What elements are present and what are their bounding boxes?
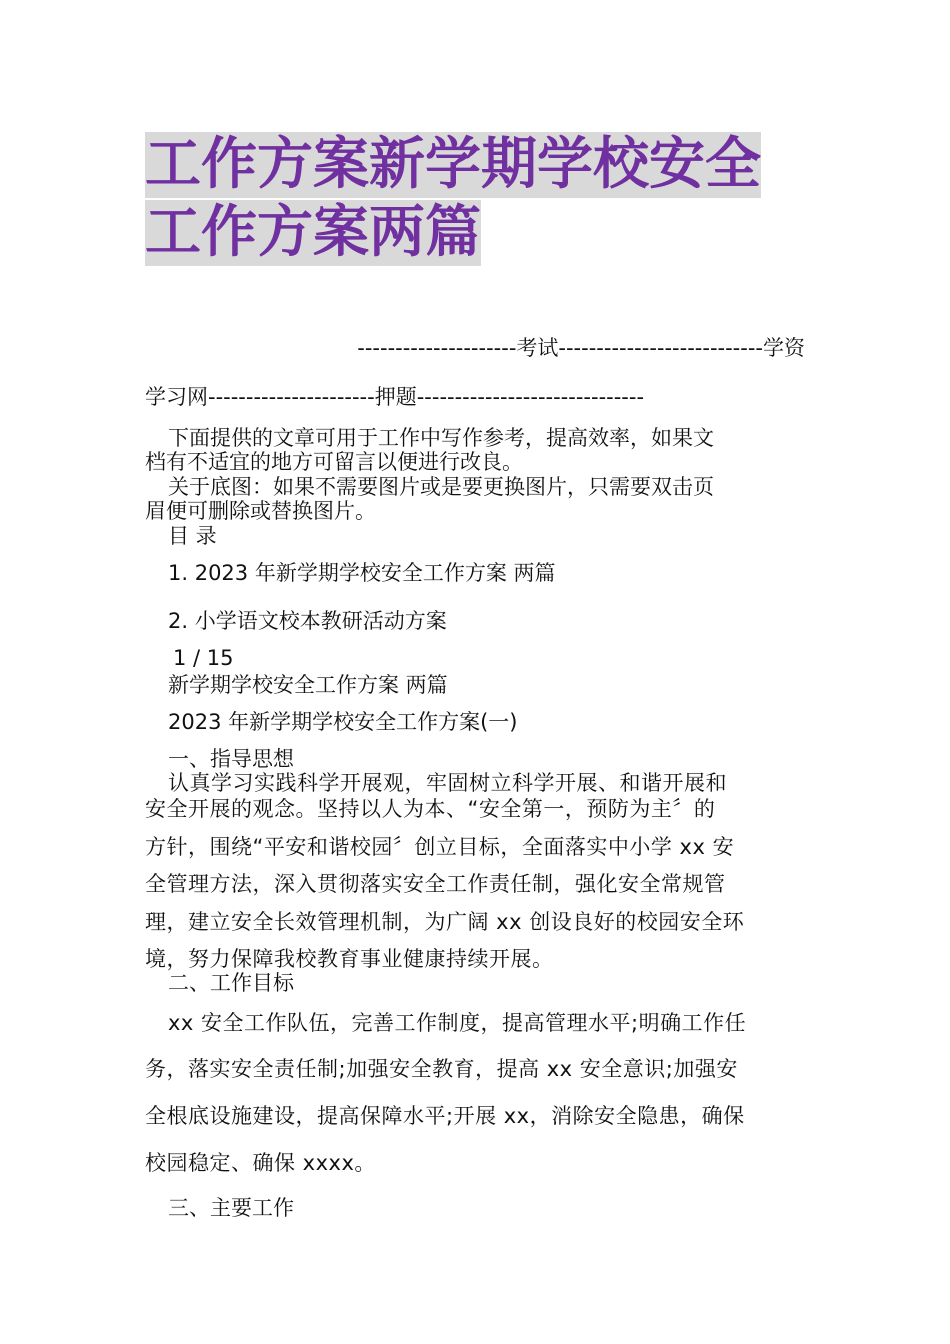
section-1-heading: 一、指导思想 xyxy=(168,747,294,771)
section-1-line-6: 境，努力保障我校教育事业健康持续开展。 xyxy=(145,947,554,971)
section-2-line-1: xx 安全工作队伍，完善工作制度，提高管理水平;明确工作任 xyxy=(168,1011,747,1035)
section-2-line-3: 全根底设施建设，提高保障水平;开展 xx，消除安全隐患，确保 xyxy=(145,1104,745,1128)
title-line-1 xyxy=(145,132,761,198)
section-1-line-2: 安全开展的观念。坚持以人为本、“安全第一，预防为主〞的 xyxy=(145,797,716,821)
section-1-line-5: 理，建立安全长效管理机制，为广阔 xx 创设良好的校园安全环 xyxy=(145,910,745,934)
document-title: 新学期学校安全工作方案 两篇 xyxy=(168,673,448,697)
title-text-1: 工作方案新学期学校安全 xyxy=(145,132,761,197)
section-1-line-4: 全管理方法，深入贯彻落实安全工作责任制，强化安全常规管 xyxy=(145,872,726,896)
intro-paragraph-1-line-1: 下面提供的文章可用于工作中写作参考，提高效率，如果文 xyxy=(168,426,714,450)
intro-paragraph-1-line-2: 档有不适宜的地方可留言以便进行改良。 xyxy=(145,450,523,474)
section-1-line-3: 方针，围绕“平安和谐校园〞创立目标，全面落实中小学 xx 安 xyxy=(145,835,735,859)
title-line-2 xyxy=(145,200,481,266)
header-line-1: ---------------------考试---------------------------学资 xyxy=(357,336,805,360)
toc-item-2[interactable]: 2. 小学语文校本教研活动方案 xyxy=(168,609,447,633)
section-3-heading: 三、主要工作 xyxy=(168,1196,294,1220)
header-line-2: 学习网----------------------押题------------------------------ xyxy=(145,385,645,409)
section-2-line-2: 务，落实安全责任制;加强安全教育，提高 xx 安全意识;加强安 xyxy=(145,1057,738,1081)
page-number: 1 / 15 xyxy=(173,646,234,670)
section-2-heading: 二、工作目标 xyxy=(168,971,294,995)
section-2-line-4: 校园稳定、确保 xxxx。 xyxy=(145,1151,376,1175)
intro-paragraph-2-line-2: 眉便可删除或替换图片。 xyxy=(145,499,376,523)
title-text-2: 工作方案两篇 xyxy=(145,200,481,265)
toc-heading: 目 录 xyxy=(168,524,217,548)
toc-item-1[interactable]: 1. 2023 年新学期学校安全工作方案 两篇 xyxy=(168,561,556,585)
section-subtitle: 2023 年新学期学校安全工作方案(一) xyxy=(168,710,518,734)
intro-paragraph-2-line-1: 关于底图：如果不需要图片或是要更换图片，只需要双击页 xyxy=(168,475,714,499)
section-1-line-1: 认真学习实践科学开展观，牢固树立科学开展、和谐开展和 xyxy=(168,771,727,795)
